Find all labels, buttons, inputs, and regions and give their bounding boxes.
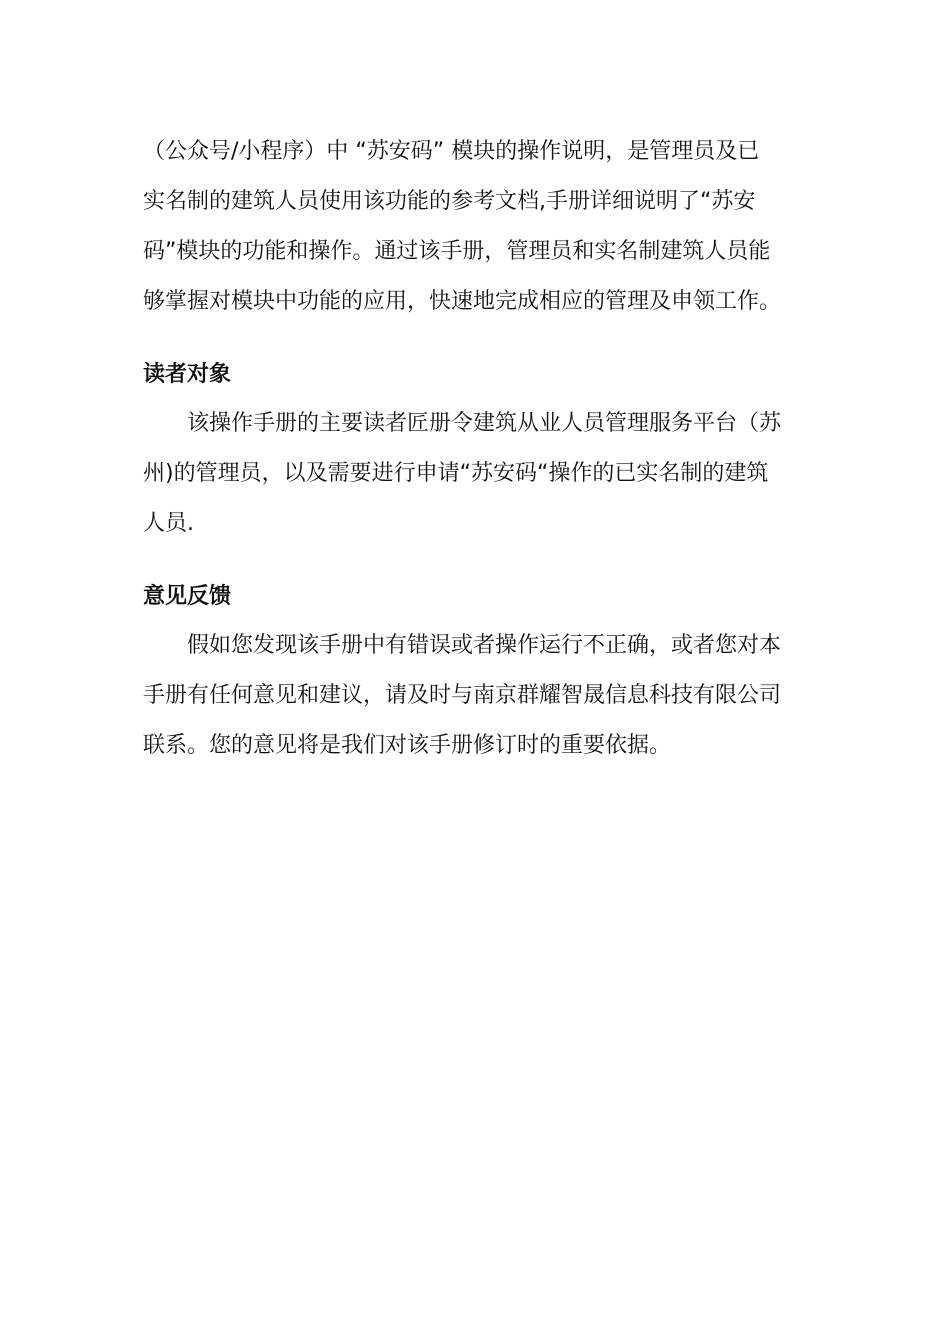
readers-line-2: 州)的管理员，以及需要进行申请“苏安码“操作的已实名制的建筑: [143, 461, 769, 486]
intro-line-3: 码”模块的功能和操作。通过该手册，管理员和实名制建筑人员能: [143, 239, 771, 264]
feedback-line-2: 手册有任何意见和建议，请及时与南京群耀智晟信息科技有限公司: [143, 683, 782, 708]
feedback-line-3: 联系。您的意见将是我们对该手册修订时的重要依据。: [143, 733, 672, 758]
intro-line-2: 实名制的建筑人员使用该功能的参考文档,手册详细说明了“苏安: [143, 189, 756, 214]
spacer: [143, 549, 808, 575]
feedback-heading: 意见反馈: [143, 584, 232, 609]
readers-line-3: 人员.: [143, 511, 194, 536]
feedback-paragraph: [143, 621, 808, 771]
readers-line-1: 该操作手册的主要读者匠册令建筑从业人员管理服务平台（苏: [187, 411, 782, 436]
spacer: [143, 327, 808, 353]
document-content: [143, 127, 808, 771]
readers-paragraph: [143, 399, 808, 549]
readers-heading: 读者对象: [143, 362, 232, 387]
feedback-line-1: 假如您发现该手册中有错误或者操作运行不正确，或者您对本: [187, 633, 782, 658]
intro-line-1: （公众号/小程序）中 “苏安码” 模块的操作说明，是管理员及已: [143, 139, 760, 164]
intro-line-4: 够掌握对模块中功能的应用，快速地完成相应的管理及申领工作。: [143, 289, 782, 314]
intro-paragraph: [143, 127, 808, 327]
